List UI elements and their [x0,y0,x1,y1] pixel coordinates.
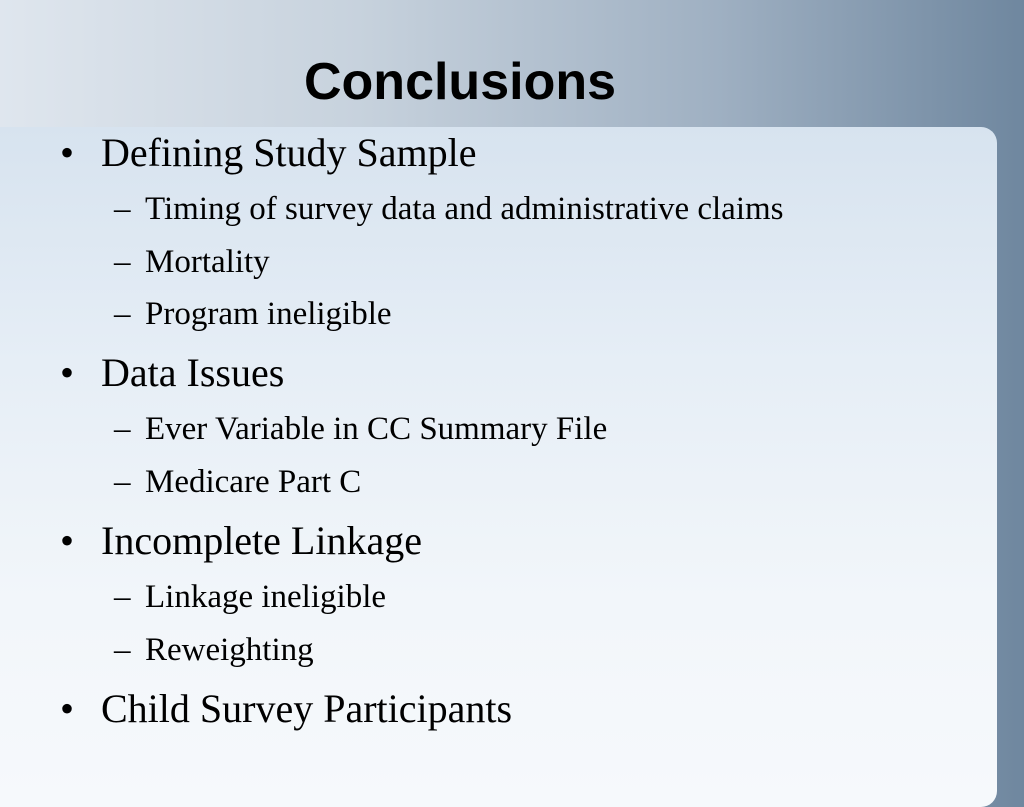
sub-bullet-text: Linkage ineligible [145,579,387,615]
sub-bullet-marker: – [114,579,131,615]
sub-bullet-marker: – [114,411,131,447]
slide-title: Conclusions [303,53,617,111]
bullet-marker: • [60,130,75,175]
bullet-item [60,686,512,732]
sub-bullet-item [114,294,392,334]
bullet-marker: • [60,686,75,731]
bullet-item [60,350,284,396]
bullet-marker: • [60,350,75,395]
sub-bullet-item [114,242,270,282]
sub-bullet-item [114,462,361,502]
bullet-text: Data Issues [101,350,285,395]
sub-bullet-text: Reweighting [145,632,314,668]
sub-bullet-item [114,189,784,229]
bullet-text: Defining Study Sample [101,130,477,175]
sub-bullet-marker: – [114,296,131,332]
bullet-text: Incomplete Linkage [101,518,422,563]
sub-bullet-marker: – [114,244,131,280]
sub-bullet-text: Medicare Part C [145,464,362,500]
sub-bullet-text: Ever Variable in CC Summary File [145,411,608,447]
sub-bullet-item [114,409,607,449]
sub-bullet-item [114,577,386,617]
bullet-text: Child Survey Participants [101,686,513,731]
sub-bullet-text: Program ineligible [145,296,392,332]
sub-bullet-text: Mortality [145,244,270,280]
sub-bullet-marker: – [114,632,131,668]
bullet-marker: • [60,518,75,563]
sub-bullet-marker: – [114,464,131,500]
sub-bullet-text: Timing of survey data and administrative claims [145,191,784,227]
sub-bullet-item [114,630,314,670]
bullet-item [60,130,477,176]
sub-bullet-marker: – [114,191,131,227]
bullet-item [60,518,422,564]
